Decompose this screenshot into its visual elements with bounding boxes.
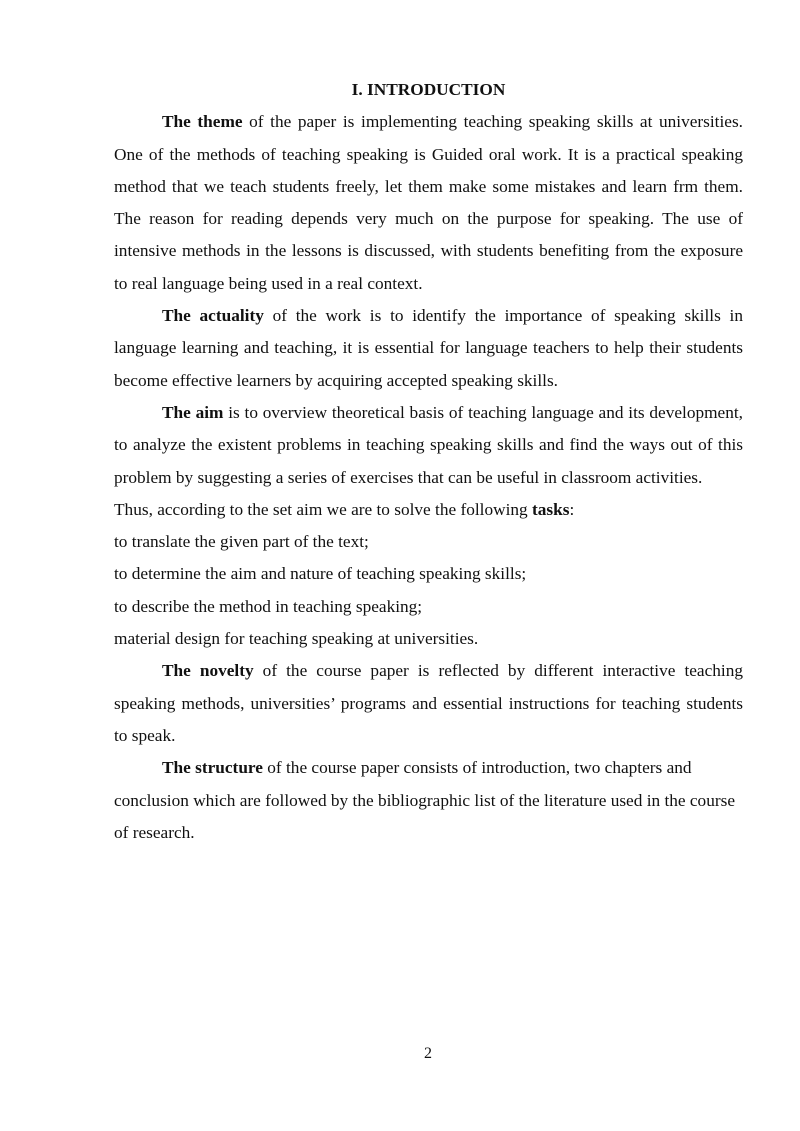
structure-lead: The structure: [162, 758, 263, 778]
actuality-lead: The actuality: [162, 306, 264, 326]
page-number: 2: [424, 1045, 432, 1062]
novelty-lead: The novelty: [162, 661, 254, 681]
structure-body: of the course paper consists of introduction, two chapters and conclusion which are followed by the bibliographic list of the literature used in the course of research.: [114, 758, 735, 842]
novelty-body: of the course paper is reflected by different interactive teaching speaking methods, universities’ programs and essential instructions for teaching students to speak.: [114, 661, 743, 745]
page-title: I. INTRODUCTION: [351, 80, 506, 99]
structure-paragraph: [114, 752, 743, 849]
task-item: to determine the aim and nature of teaching speaking skills;: [114, 564, 527, 584]
theme-body: of the paper is implementing teaching speaking skills at universities. One of the methods of teaching speaking is Guided oral work. It is a practical speaking method that we teach students freely, let them make some mistakes and learn frm them. The reason for reading depends very much on the purpose for speaking. The use of intensive methods in the lessons is discussed, with students benefiting from the exposure to real language being used in a real context.: [114, 112, 744, 293]
page-body: [114, 74, 743, 849]
theme-lead: The theme: [162, 112, 243, 132]
tasks-intro-bold: tasks: [532, 499, 570, 519]
aim-paragraph: [114, 397, 743, 494]
tasks-intro-after: :: [569, 499, 575, 519]
aim-body: is to overview theoretical basis of teaching language and its development, to analyze the existent problems in teaching speaking skills and find the ways out of this problem by suggesting a series of exercises that can be useful in classroom activities.: [114, 402, 743, 487]
task-item: to translate the given part of the text;: [114, 532, 369, 552]
novelty-paragraph: [114, 655, 743, 752]
actuality-body: of the work is to identify the importance of speaking skills in language learning and teaching, it is essential for language teachers to help their students become effective learners by acquiring accepted speaking skills.: [114, 306, 743, 390]
task-item: material design for teaching speaking at universities.: [114, 629, 479, 649]
tasks-intro: [114, 494, 743, 526]
aim-lead: The aim: [162, 402, 224, 422]
theme-paragraph: [114, 106, 743, 300]
actuality-paragraph: [114, 300, 743, 397]
tasks-intro-before: Thus, according to the set aim we are to solve the following: [114, 499, 532, 519]
task-item: to describe the method in teaching speaking;: [114, 596, 423, 616]
